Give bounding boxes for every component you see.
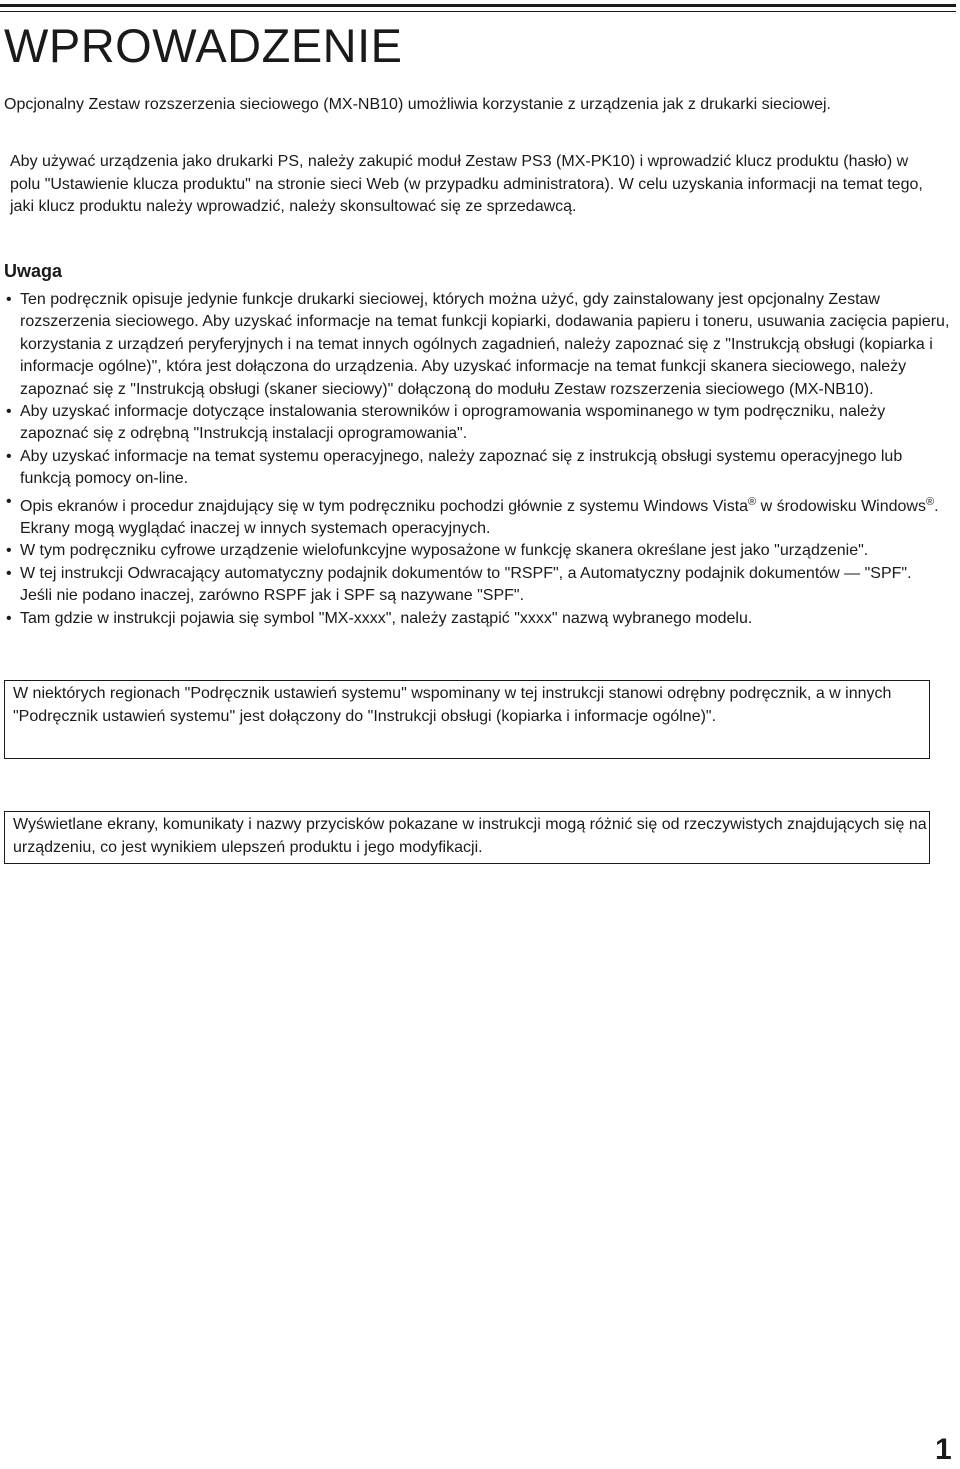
- list-item-text: Aby uzyskać informacje dotyczące instalowania sterowników i oprogramowania wspominanego w tym podręczniku, należy zapoznać się z odrębną "Instrukcją instalacji oprogramowania".: [20, 403, 886, 443]
- list-item: [6, 491, 956, 541]
- list-item: [6, 563, 956, 608]
- list-item: [6, 540, 956, 562]
- bullet-icon: •: [6, 492, 12, 510]
- page-title: WPROWADZENIE: [4, 19, 403, 72]
- note-heading: Uwaga: [4, 261, 63, 281]
- list-item-text: W tej instrukcji Odwracający automatyczny podajnik dokumentów to "RSPF", a Automatyczny podajnik dokumentów — "SPF".: [20, 564, 912, 582]
- page-number: 1: [935, 1433, 952, 1466]
- list-item: [6, 289, 956, 401]
- list-item: [6, 446, 956, 491]
- info-box-screens-notice: Wyświetlane ekrany, komunikaty i nazwy przycisków pokazane w instrukcji mogą różnić się od rzeczywistych znajdujących się na urządzeniu, co jest wynikiem ulepszeń produktu i jego modyfikacji.: [4, 811, 930, 864]
- intro-paragraph-2: Aby używać urządzenia jako drukarki PS, należy zakupić moduł Zestaw PS3 (MX-PK10) i wprowadzić klucz produktu (hasło) w polu "Ustawienie klucza produktu" na stronie sieci Web (w przypadku administratora). W celu uzyskania informacji na temat tego, jaki klucz produktu należy wprowadzić, należy skonsultować się ze sprzedawcą.: [10, 153, 923, 215]
- list-item: [6, 401, 956, 446]
- list-item-text: Opis ekranów i procedur znajdujący się w tym podręczniku pochodzi głównie z systemu Windows Vista: [20, 497, 749, 515]
- registered-mark: ®: [925, 495, 935, 508]
- note-list: [6, 289, 956, 630]
- list-item-text: Ten podręcznik opisuje jedynie funkcje drukarki sieciowej, których można użyć, gdy zainstalowany jest opcjonalny Zestaw rozszerzenia sieciowego. Aby uzyskać informacje na temat funkcji kopiarki, dodawania papieru i toneru, usuwania zacięcia papieru, korzystania z urządzeń peryferyjnych i na temat innych ogólnych zagadnień, należy zapoznać się z "Instrukcją obsługi (kopiarka i informacje ogólne)", która jest dołączona do urządzenia. Aby uzyskać informacje na temat funkcji skanera sieciowego, należy zapoznać się z "Instrukcją obsługi (skaner sieciowy)" dołączoną do modułu Zestaw rozszerzenia sieciowego (MX-NB10).: [20, 291, 950, 398]
- list-item-continuation: Jeśli nie podano inaczej, zarówno RSPF jak i SPF są nazywane "SPF".: [20, 587, 525, 605]
- bullet-icon: •: [6, 564, 12, 582]
- bullet-icon: •: [6, 609, 12, 627]
- bullet-icon: •: [6, 447, 12, 465]
- list-item-text: Aby uzyskać informacje na temat systemu operacyjnego, należy zapoznać się z instrukcją obsługi systemu operacyjnego lub funkcją pomocy on-line.: [20, 447, 903, 488]
- list-item-text: Tam gdzie w instrukcji pojawia się symbol "MX-xxxx", należy zastąpić "xxxx" nazwą wybranego modelu.: [20, 609, 753, 627]
- registered-mark: ®: [748, 495, 757, 508]
- header-rule: [0, 4, 956, 7]
- list-item-text: W tym podręczniku cyfrowe urządzenie wielofunkcyjne wyposażone w funkcję skanera określane jest jako "urządzenie".: [20, 542, 869, 560]
- list-item-text: w środowisku Windows: [756, 497, 926, 515]
- bullet-icon: •: [6, 291, 12, 308]
- bullet-icon: •: [6, 403, 12, 421]
- list-item-text: . Ekrany mogą wyglądać inaczej w innych systemach operacyjnych.: [20, 497, 939, 538]
- intro-paragraph-1: Opcjonalny Zestaw rozszerzenia sieciowego (MX-NB10) umożliwia korzystanie z urządzenia jak z drukarki sieciowej.: [4, 96, 831, 113]
- info-box-system-settings: W niektórych regionach "Podręcznik ustawień systemu" wspominany w tej instrukcji stanowi odrębny podręcznik, a w innych "Podręcznik ustawień systemu" jest dołączony do "Instrukcji obsługi (kopiarka i informacje ogólne)".: [4, 680, 930, 759]
- list-item: [6, 608, 956, 630]
- bullet-icon: •: [6, 542, 12, 560]
